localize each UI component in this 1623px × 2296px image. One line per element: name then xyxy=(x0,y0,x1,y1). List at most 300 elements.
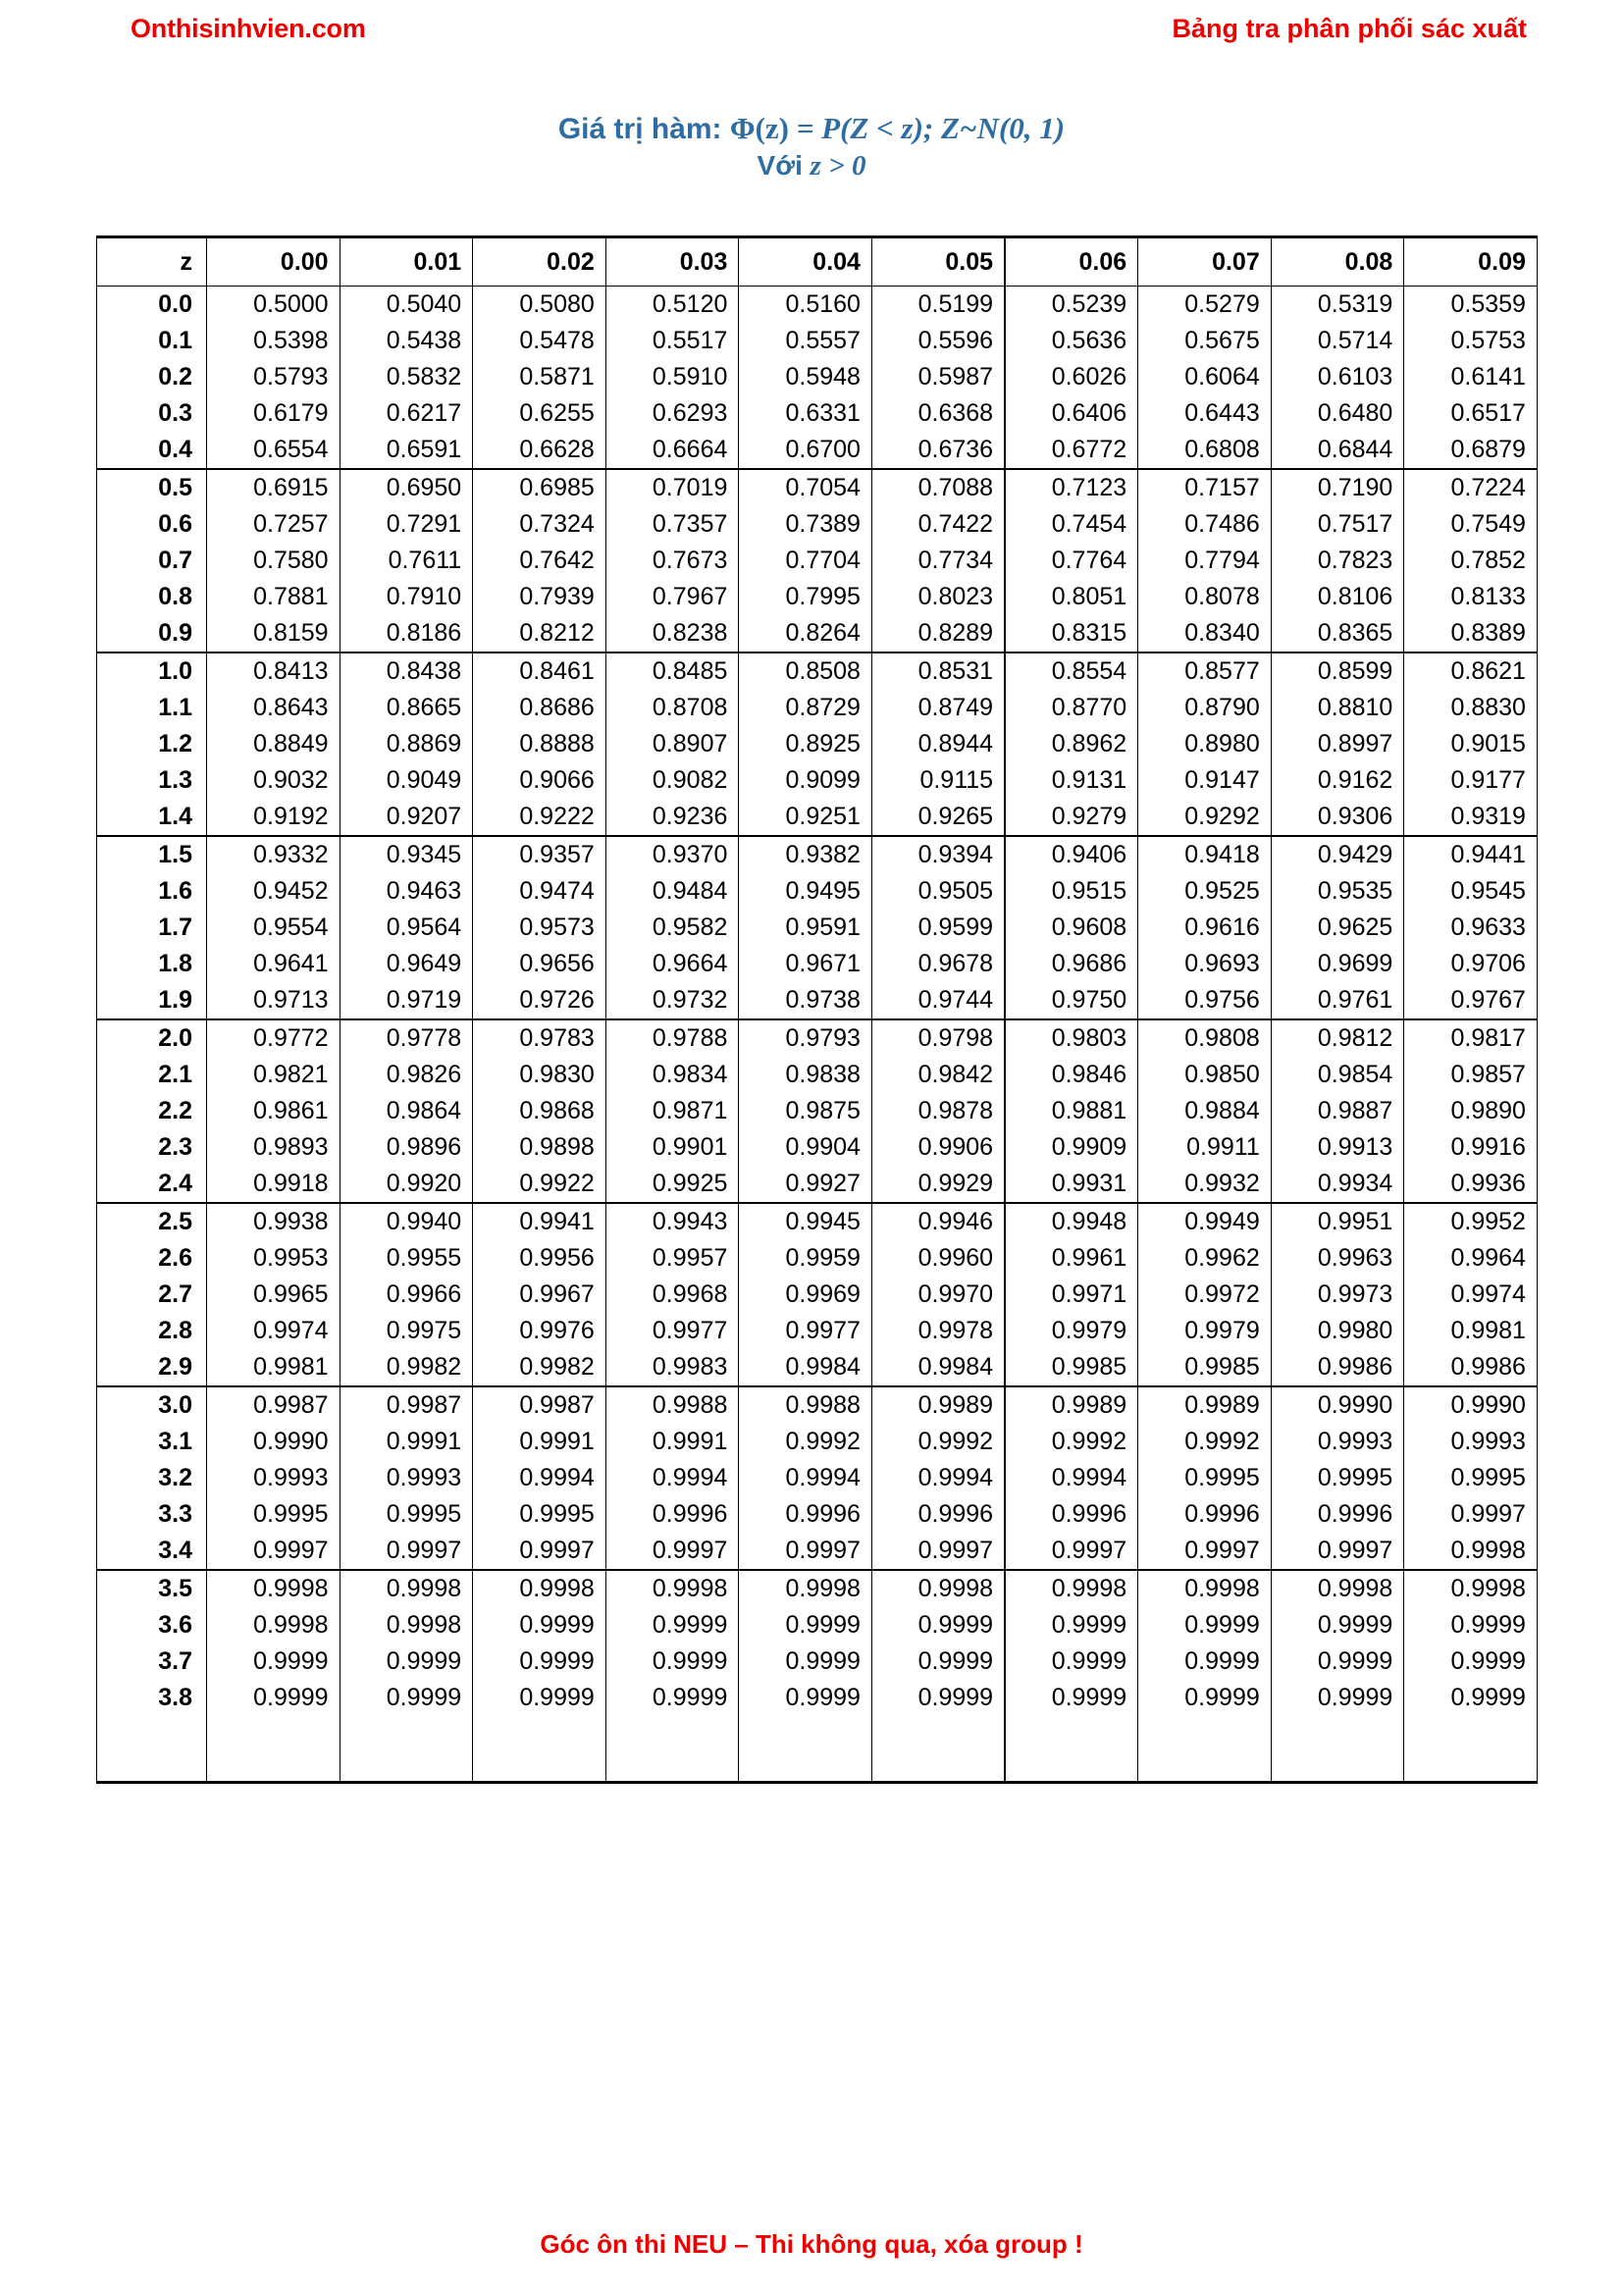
probability-cell: 0.9484 xyxy=(605,873,739,910)
probability-cell: 0.9960 xyxy=(871,1240,1005,1277)
probability-cell: 0.8485 xyxy=(605,652,739,690)
probability-cell: 0.9999 xyxy=(340,1644,473,1680)
probability-cell: 0.5557 xyxy=(739,323,872,359)
probability-cell: 0.9991 xyxy=(605,1424,739,1460)
probability-cell: 0.7995 xyxy=(739,579,872,615)
probability-cell: 0.9515 xyxy=(1005,873,1138,910)
probability-cell: 0.8577 xyxy=(1138,652,1272,690)
probability-cell: 0.8643 xyxy=(207,690,340,726)
table-row xyxy=(97,469,1538,506)
probability-cell: 0.9999 xyxy=(1005,1644,1138,1680)
probability-cell: 0.9812 xyxy=(1271,1019,1404,1057)
probability-cell: 0.9990 xyxy=(1404,1386,1538,1424)
probability-cell: 0.9996 xyxy=(1005,1496,1138,1533)
probability-cell: 0.8106 xyxy=(1271,579,1404,615)
probability-cell: 0.9978 xyxy=(871,1313,1005,1349)
z-value-cell: 1.2 xyxy=(97,726,207,762)
probability-cell: 0.9981 xyxy=(1404,1313,1538,1349)
probability-cell: 0.9999 xyxy=(1138,1680,1272,1716)
probability-cell: 0.8621 xyxy=(1404,652,1538,690)
probability-cell: 0.8133 xyxy=(1404,579,1538,615)
probability-cell: 0.9279 xyxy=(1005,799,1138,836)
footer-note: Góc ôn thi NEU – Thi không qua, xóa group ! xyxy=(540,2229,1083,2259)
probability-cell: 0.9999 xyxy=(739,1680,872,1716)
probability-cell: 0.9999 xyxy=(605,1680,739,1716)
probability-cell: 0.9975 xyxy=(340,1313,473,1349)
table-row xyxy=(97,1166,1538,1203)
probability-cell: 0.9989 xyxy=(1005,1386,1138,1424)
probability-cell: 0.9931 xyxy=(1005,1166,1138,1203)
probability-cell: 0.9986 xyxy=(1271,1349,1404,1386)
heading-label: Giá trị hàm: xyxy=(557,113,722,145)
probability-cell: 0.9936 xyxy=(1404,1166,1538,1203)
site-logo: Onthisinhvien.com xyxy=(131,14,366,43)
probability-cell: 0.7794 xyxy=(1138,543,1272,579)
probability-cell: 0.9265 xyxy=(871,799,1005,836)
column-header-0.03: 0.03 xyxy=(605,237,739,287)
probability-cell: 0.9981 xyxy=(207,1349,340,1386)
column-header-0.01: 0.01 xyxy=(340,237,473,287)
probability-cell: 0.9998 xyxy=(207,1570,340,1607)
probability-cell: 0.9997 xyxy=(1271,1533,1404,1570)
probability-cell: 0.8413 xyxy=(207,652,340,690)
probability-cell: 0.9922 xyxy=(473,1166,606,1203)
probability-cell: 0.9599 xyxy=(871,910,1005,946)
probability-cell: 0.9251 xyxy=(739,799,872,836)
standard-normal-table xyxy=(96,235,1538,1784)
probability-cell: 0.9738 xyxy=(739,982,872,1019)
z-value-cell: 3.0 xyxy=(97,1386,207,1424)
probability-cell: 0.8599 xyxy=(1271,652,1404,690)
probability-cell: 0.7823 xyxy=(1271,543,1404,579)
table-row xyxy=(97,506,1538,543)
probability-cell: 0.5160 xyxy=(739,287,872,324)
probability-cell: 0.9977 xyxy=(605,1313,739,1349)
probability-cell: 0.9671 xyxy=(739,946,872,982)
probability-cell: 0.5871 xyxy=(473,359,606,395)
table-header-row xyxy=(97,237,1538,287)
z-value-cell: 3.3 xyxy=(97,1496,207,1533)
probability-cell: 0.9977 xyxy=(739,1313,872,1349)
probability-cell: 0.9726 xyxy=(473,982,606,1019)
probability-cell: 0.9890 xyxy=(1404,1093,1538,1129)
probability-cell: 0.7764 xyxy=(1005,543,1138,579)
z-value-cell: 2.9 xyxy=(97,1349,207,1386)
probability-cell: 0.9875 xyxy=(739,1093,872,1129)
probability-cell: 0.9783 xyxy=(473,1019,606,1057)
probability-cell: 0.9131 xyxy=(1005,762,1138,799)
probability-cell: 0.8508 xyxy=(739,652,872,690)
probability-cell: 0.9984 xyxy=(739,1349,872,1386)
probability-cell: 0.9997 xyxy=(1005,1533,1138,1570)
probability-cell: 0.9066 xyxy=(473,762,606,799)
table-row xyxy=(97,652,1538,690)
probability-cell xyxy=(871,1716,1005,1783)
z-value-cell: 3.8 xyxy=(97,1680,207,1716)
probability-cell: 0.9826 xyxy=(340,1057,473,1093)
probability-cell: 0.6772 xyxy=(1005,432,1138,469)
probability-cell: 0.9968 xyxy=(605,1277,739,1313)
table-row xyxy=(97,1129,1538,1166)
probability-cell: 0.6591 xyxy=(340,432,473,469)
probability-cell: 0.9625 xyxy=(1271,910,1404,946)
probability-cell: 0.9962 xyxy=(1138,1240,1272,1277)
probability-cell: 0.7454 xyxy=(1005,506,1138,543)
probability-cell: 0.9850 xyxy=(1138,1057,1272,1093)
probability-cell: 0.6628 xyxy=(473,432,606,469)
table-row xyxy=(97,762,1538,799)
probability-cell: 0.8264 xyxy=(739,615,872,652)
probability-cell: 0.9993 xyxy=(1404,1424,1538,1460)
probability-cell: 0.9664 xyxy=(605,946,739,982)
probability-cell: 0.9946 xyxy=(871,1203,1005,1240)
table-row xyxy=(97,799,1538,836)
probability-cell: 0.9319 xyxy=(1404,799,1538,836)
probability-cell: 0.8770 xyxy=(1005,690,1138,726)
heading-equals: = xyxy=(789,111,822,145)
probability-cell: 0.8997 xyxy=(1271,726,1404,762)
formula-heading xyxy=(0,110,1623,183)
probability-cell: 0.9998 xyxy=(473,1570,606,1607)
table-row xyxy=(97,910,1538,946)
table-row xyxy=(97,432,1538,469)
probability-cell: 0.9998 xyxy=(605,1570,739,1607)
probability-cell: 0.9992 xyxy=(1138,1424,1272,1460)
probability-cell: 0.9982 xyxy=(340,1349,473,1386)
probability-cell: 0.7088 xyxy=(871,469,1005,506)
probability-cell: 0.9535 xyxy=(1271,873,1404,910)
probability-cell: 0.8438 xyxy=(340,652,473,690)
probability-cell: 0.9999 xyxy=(1404,1644,1538,1680)
probability-cell: 0.9192 xyxy=(207,799,340,836)
probability-cell: 0.9418 xyxy=(1138,836,1272,873)
probability-cell xyxy=(1271,1716,1404,1783)
table-row xyxy=(97,1019,1538,1057)
z-table-container xyxy=(96,235,1537,1784)
table-row xyxy=(97,726,1538,762)
probability-cell: 0.9972 xyxy=(1138,1277,1272,1313)
probability-cell: 0.9545 xyxy=(1404,873,1538,910)
column-header-0.05: 0.05 xyxy=(871,237,1005,287)
probability-cell: 0.9998 xyxy=(871,1570,1005,1607)
probability-cell: 0.9925 xyxy=(605,1166,739,1203)
probability-cell: 0.5517 xyxy=(605,323,739,359)
probability-cell: 0.6331 xyxy=(739,395,872,432)
table-row xyxy=(97,1570,1538,1607)
probability-cell: 0.9838 xyxy=(739,1057,872,1093)
probability-cell: 0.6293 xyxy=(605,395,739,432)
table-row xyxy=(97,836,1538,873)
probability-cell: 0.9236 xyxy=(605,799,739,836)
probability-cell: 0.5199 xyxy=(871,287,1005,324)
probability-cell: 0.9706 xyxy=(1404,946,1538,982)
probability-cell: 0.7486 xyxy=(1138,506,1272,543)
probability-cell: 0.9995 xyxy=(207,1496,340,1533)
probability-cell: 0.6443 xyxy=(1138,395,1272,432)
z-value-cell: 1.3 xyxy=(97,762,207,799)
probability-cell: 0.9463 xyxy=(340,873,473,910)
probability-cell: 0.9970 xyxy=(871,1277,1005,1313)
probability-cell: 0.5675 xyxy=(1138,323,1272,359)
probability-cell: 0.5793 xyxy=(207,359,340,395)
page-header xyxy=(0,14,1623,57)
probability-cell: 0.9591 xyxy=(739,910,872,946)
probability-cell: 0.9525 xyxy=(1138,873,1272,910)
probability-cell: 0.5987 xyxy=(871,359,1005,395)
probability-cell: 0.9927 xyxy=(739,1166,872,1203)
probability-cell: 0.8665 xyxy=(340,690,473,726)
probability-cell: 0.8289 xyxy=(871,615,1005,652)
table-row xyxy=(97,1460,1538,1496)
column-header-0.08: 0.08 xyxy=(1271,237,1404,287)
probability-cell xyxy=(207,1716,340,1783)
table-row xyxy=(97,323,1538,359)
probability-cell: 0.9994 xyxy=(871,1460,1005,1496)
probability-cell: 0.8810 xyxy=(1271,690,1404,726)
probability-cell: 0.6915 xyxy=(207,469,340,506)
probability-cell: 0.5714 xyxy=(1271,323,1404,359)
probability-cell: 0.6026 xyxy=(1005,359,1138,395)
probability-cell: 0.8365 xyxy=(1271,615,1404,652)
probability-cell: 0.9147 xyxy=(1138,762,1272,799)
probability-cell: 0.9994 xyxy=(605,1460,739,1496)
z-value-cell: 3.6 xyxy=(97,1607,207,1644)
probability-cell: 0.9995 xyxy=(340,1496,473,1533)
probability-cell: 0.9959 xyxy=(739,1240,872,1277)
heading-condition-label: Với xyxy=(757,150,803,181)
probability-cell: 0.9929 xyxy=(871,1166,1005,1203)
probability-cell: 0.9798 xyxy=(871,1019,1005,1057)
heading-probability-expr: P(Z < z); Z~N(0, 1) xyxy=(821,111,1066,145)
probability-cell: 0.9998 xyxy=(340,1570,473,1607)
probability-cell: 0.9938 xyxy=(207,1203,340,1240)
probability-cell: 0.9357 xyxy=(473,836,606,873)
probability-cell: 0.9983 xyxy=(605,1349,739,1386)
probability-cell: 0.9868 xyxy=(473,1093,606,1129)
table-header xyxy=(97,237,1538,287)
probability-cell xyxy=(340,1716,473,1783)
z-value-cell: 2.2 xyxy=(97,1093,207,1129)
probability-cell: 0.8888 xyxy=(473,726,606,762)
probability-cell: 0.7257 xyxy=(207,506,340,543)
probability-cell: 0.9999 xyxy=(1271,1680,1404,1716)
probability-cell: 0.9999 xyxy=(739,1607,872,1644)
heading-condition-expr: z > 0 xyxy=(810,150,866,182)
probability-cell: 0.9846 xyxy=(1005,1057,1138,1093)
probability-cell: 0.9999 xyxy=(207,1644,340,1680)
table-row xyxy=(97,1607,1538,1644)
probability-cell: 0.6480 xyxy=(1271,395,1404,432)
probability-cell: 0.5120 xyxy=(605,287,739,324)
probability-cell: 0.7852 xyxy=(1404,543,1538,579)
probability-cell: 0.9761 xyxy=(1271,982,1404,1019)
z-value-cell: 2.3 xyxy=(97,1129,207,1166)
probability-cell: 0.7324 xyxy=(473,506,606,543)
probability-cell: 0.9406 xyxy=(1005,836,1138,873)
probability-cell: 0.7734 xyxy=(871,543,1005,579)
probability-cell: 0.6554 xyxy=(207,432,340,469)
probability-cell: 0.9370 xyxy=(605,836,739,873)
probability-cell: 0.7123 xyxy=(1005,469,1138,506)
probability-cell: 0.8907 xyxy=(605,726,739,762)
probability-cell: 0.9999 xyxy=(871,1644,1005,1680)
probability-cell: 0.9767 xyxy=(1404,982,1538,1019)
z-value-cell: 2.8 xyxy=(97,1313,207,1349)
probability-cell: 0.9965 xyxy=(207,1277,340,1313)
probability-cell: 0.9999 xyxy=(739,1644,872,1680)
probability-cell: 0.9898 xyxy=(473,1129,606,1166)
table-row xyxy=(97,873,1538,910)
probability-cell: 0.9115 xyxy=(871,762,1005,799)
probability-cell: 0.9099 xyxy=(739,762,872,799)
table-row xyxy=(97,1313,1538,1349)
probability-cell: 0.9979 xyxy=(1005,1313,1138,1349)
probability-cell: 0.5239 xyxy=(1005,287,1138,324)
z-value-cell: 0.1 xyxy=(97,323,207,359)
probability-cell: 0.8869 xyxy=(340,726,473,762)
probability-cell: 0.9881 xyxy=(1005,1093,1138,1129)
probability-cell: 0.9222 xyxy=(473,799,606,836)
probability-cell: 0.9015 xyxy=(1404,726,1538,762)
probability-cell: 0.9949 xyxy=(1138,1203,1272,1240)
probability-cell: 0.9678 xyxy=(871,946,1005,982)
probability-cell: 0.9999 xyxy=(473,1607,606,1644)
probability-cell: 0.6179 xyxy=(207,395,340,432)
probability-cell: 0.9966 xyxy=(340,1277,473,1313)
probability-cell: 0.5000 xyxy=(207,287,340,324)
probability-cell: 0.9956 xyxy=(473,1240,606,1277)
table-row xyxy=(97,982,1538,1019)
table-row xyxy=(97,690,1538,726)
probability-cell: 0.5398 xyxy=(207,323,340,359)
probability-cell: 0.9756 xyxy=(1138,982,1272,1019)
probability-cell: 0.8686 xyxy=(473,690,606,726)
probability-cell: 0.9986 xyxy=(1404,1349,1538,1386)
probability-cell: 0.6255 xyxy=(473,395,606,432)
table-corner-header: z xyxy=(97,237,207,287)
probability-cell: 0.6368 xyxy=(871,395,1005,432)
probability-cell: 0.9999 xyxy=(1138,1607,1272,1644)
probability-cell: 0.5832 xyxy=(340,359,473,395)
probability-cell: 0.6736 xyxy=(871,432,1005,469)
probability-cell: 0.8749 xyxy=(871,690,1005,726)
probability-cell: 0.9996 xyxy=(739,1496,872,1533)
probability-cell: 0.9582 xyxy=(605,910,739,946)
probability-cell: 0.6217 xyxy=(340,395,473,432)
probability-cell xyxy=(1404,1716,1538,1783)
column-header-0.00: 0.00 xyxy=(207,237,340,287)
probability-cell: 0.9996 xyxy=(1138,1496,1272,1533)
column-header-0.02: 0.02 xyxy=(473,237,606,287)
probability-cell: 0.5636 xyxy=(1005,323,1138,359)
probability-cell: 0.9998 xyxy=(739,1570,872,1607)
probability-cell: 0.8944 xyxy=(871,726,1005,762)
probability-cell: 0.7967 xyxy=(605,579,739,615)
probability-cell: 0.7291 xyxy=(340,506,473,543)
probability-cell: 0.7157 xyxy=(1138,469,1272,506)
probability-cell: 0.9292 xyxy=(1138,799,1272,836)
probability-cell: 0.9871 xyxy=(605,1093,739,1129)
probability-cell: 0.9842 xyxy=(871,1057,1005,1093)
z-value-cell: 0.6 xyxy=(97,506,207,543)
probability-cell: 0.9999 xyxy=(207,1680,340,1716)
probability-cell: 0.9985 xyxy=(1138,1349,1272,1386)
probability-cell: 0.6517 xyxy=(1404,395,1538,432)
probability-cell: 0.8212 xyxy=(473,615,606,652)
z-value-cell: 2.4 xyxy=(97,1166,207,1203)
z-value-cell: 1.9 xyxy=(97,982,207,1019)
probability-cell: 0.9573 xyxy=(473,910,606,946)
probability-cell: 0.9686 xyxy=(1005,946,1138,982)
probability-cell: 0.9999 xyxy=(605,1607,739,1644)
probability-cell: 0.9997 xyxy=(473,1533,606,1570)
heading-line-formula xyxy=(0,110,1623,148)
probability-cell: 0.7389 xyxy=(739,506,872,543)
probability-cell: 0.9608 xyxy=(1005,910,1138,946)
probability-cell: 0.9896 xyxy=(340,1129,473,1166)
probability-cell: 0.9964 xyxy=(1404,1240,1538,1277)
probability-cell: 0.9992 xyxy=(871,1424,1005,1460)
z-value-cell: 3.1 xyxy=(97,1424,207,1460)
z-value-cell: 2.0 xyxy=(97,1019,207,1057)
probability-cell: 0.9993 xyxy=(207,1460,340,1496)
probability-cell: 0.9920 xyxy=(340,1166,473,1203)
probability-cell: 0.9082 xyxy=(605,762,739,799)
table-row xyxy=(97,946,1538,982)
probability-cell: 0.6808 xyxy=(1138,432,1272,469)
probability-cell: 0.7939 xyxy=(473,579,606,615)
probability-cell: 0.5319 xyxy=(1271,287,1404,324)
probability-cell: 0.9967 xyxy=(473,1277,606,1313)
probability-cell: 0.9994 xyxy=(739,1460,872,1496)
probability-cell: 0.9177 xyxy=(1404,762,1538,799)
probability-cell: 0.8830 xyxy=(1404,690,1538,726)
probability-cell: 0.9988 xyxy=(739,1386,872,1424)
probability-cell: 0.9901 xyxy=(605,1129,739,1166)
probability-cell: 0.9999 xyxy=(871,1680,1005,1716)
probability-cell: 0.9987 xyxy=(473,1386,606,1424)
probability-cell: 0.9997 xyxy=(605,1533,739,1570)
probability-cell: 0.9699 xyxy=(1271,946,1404,982)
table-row xyxy=(97,1716,1538,1783)
probability-cell: 0.7881 xyxy=(207,579,340,615)
column-header-0.04: 0.04 xyxy=(739,237,872,287)
probability-cell: 0.8389 xyxy=(1404,615,1538,652)
probability-cell: 0.9999 xyxy=(340,1680,473,1716)
probability-cell: 0.8078 xyxy=(1138,579,1272,615)
probability-cell: 0.9864 xyxy=(340,1093,473,1129)
probability-cell: 0.7611 xyxy=(340,543,473,579)
table-row xyxy=(97,1496,1538,1533)
probability-cell: 0.9332 xyxy=(207,836,340,873)
probability-cell: 0.9207 xyxy=(340,799,473,836)
probability-cell: 0.5478 xyxy=(473,323,606,359)
probability-cell: 0.9505 xyxy=(871,873,1005,910)
probability-cell: 0.9999 xyxy=(1005,1680,1138,1716)
probability-cell: 0.9998 xyxy=(1404,1533,1538,1570)
probability-cell: 0.9821 xyxy=(207,1057,340,1093)
probability-cell: 0.9963 xyxy=(1271,1240,1404,1277)
probability-cell: 0.9788 xyxy=(605,1019,739,1057)
probability-cell: 0.9974 xyxy=(207,1313,340,1349)
probability-cell: 0.9997 xyxy=(207,1533,340,1570)
probability-cell: 0.9941 xyxy=(473,1203,606,1240)
probability-cell: 0.6406 xyxy=(1005,395,1138,432)
probability-cell: 0.9948 xyxy=(1005,1203,1138,1240)
probability-cell: 0.9995 xyxy=(473,1496,606,1533)
probability-cell: 0.7190 xyxy=(1271,469,1404,506)
probability-cell: 0.5359 xyxy=(1404,287,1538,324)
